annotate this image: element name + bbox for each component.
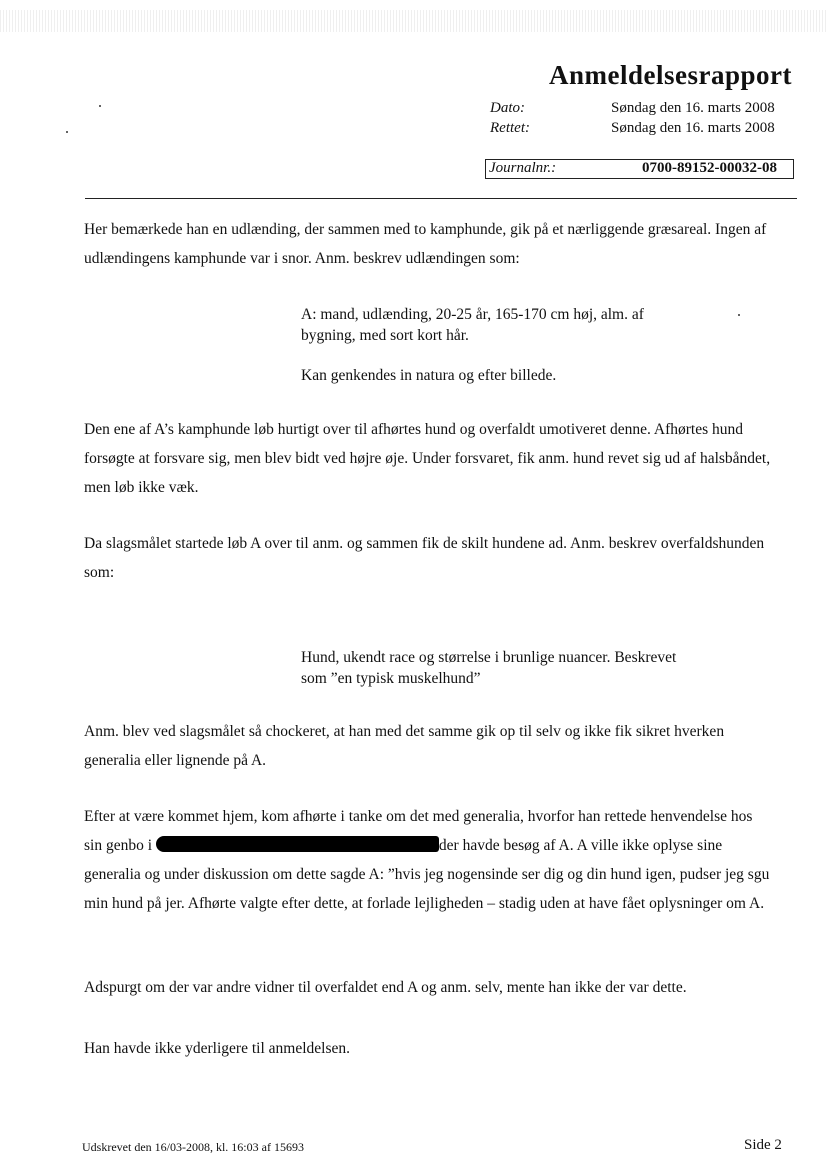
suspect-description — [301, 304, 701, 386]
dog-description-text: Hund, ukendt race og størrelse i brunlige nuancer. Beskrevet som ”en typisk muskelhund” — [301, 649, 677, 687]
paragraph-text: Da slagsmålet startede løb A over til anm. og sammen fik de skilt hundene ad. Anm. beskrev overfaldshunden som: — [84, 535, 765, 581]
redaction-bar — [156, 836, 439, 852]
scan-noise-strip — [0, 10, 826, 32]
paragraph-witnesses — [84, 973, 774, 1002]
paragraph-text: Efter at være kommet hjem, kom afhørte i tanke om det med generalia, hvorfor han rettede henvendelse hos sin genbo i — [84, 808, 753, 854]
scan-speck — [99, 105, 101, 107]
print-info: Udskrevet den 16/03-2008, kl. 16:03 af 15693 — [82, 1140, 304, 1154]
scan-speck — [66, 131, 68, 133]
scan-speck — [738, 314, 740, 316]
journal-label: Journalnr.: — [489, 160, 557, 176]
paragraph-text: Den ene af A’s kamphunde løb hurtigt over til afhørtes hund og overfaldt umotiveret denne. Afhørtes hund forsøgte at forsvare sig, men blev bidt ved højre øje. Under forsvaret, fik anm. hund revet sig ud af halsbåndet, men løb ikke væk. — [84, 421, 771, 496]
dog-description — [301, 647, 701, 689]
date-value: Søndag den 16. marts 2008 — [611, 100, 775, 116]
paragraph-attack — [84, 415, 774, 502]
paragraph-text: Her bemærkede han en udlænding, der sammen med to kamphunde, gik på et nærliggende græsareal. Ingen af udlændingens kamphunde var i snor. Anm. beskrev udlændingen som: — [84, 221, 767, 267]
paragraph-separation — [84, 529, 774, 587]
suspect-description-text: A: mand, udlænding, 20-25 år, 165-170 cm høj, alm. af bygning, med sort kort hår. — [301, 306, 644, 344]
paragraph-text: der havde besøg af A. A ville ikke oplyse sine generalia og under diskussion om dette sagde A: ”hvis jeg nogensinde ser dig og din hund igen, pudser jeg sgu min hund på jer. Afhørte valgte efter dette, at forlade lejligheden – stadig uden at have fået oplysninger om A. — [84, 837, 770, 912]
header-divider — [85, 198, 797, 199]
report-title: Anmeldelsesrapport — [549, 60, 792, 90]
paragraph-text: Adspurgt om der var andre vidner til overfaldet end A og anm. selv, mente han ikke der var dette. — [84, 979, 687, 996]
recognition-text: Kan genkendes in natura og efter billede. — [301, 367, 557, 384]
paragraph-sighting — [84, 215, 774, 273]
revised-value: Søndag den 16. marts 2008 — [611, 120, 775, 136]
revised-label: Rettet: — [490, 120, 530, 136]
paragraph-shock — [84, 717, 774, 775]
paragraph-text: Han havde ikke yderligere til anmeldelsen. — [84, 1040, 350, 1057]
page-number: Side 2 — [744, 1137, 782, 1153]
paragraph-text: Anm. blev ved slagsmålet så chockeret, at han med det samme gik op til selv og ikke fik sikret hverken generalia eller lignende på A. — [84, 723, 725, 769]
paragraph-closing — [84, 1034, 774, 1063]
paragraph-neighbour — [84, 802, 774, 918]
date-label: Dato: — [490, 100, 525, 116]
journal-number: 0700-89152-00032-08 — [642, 160, 777, 176]
